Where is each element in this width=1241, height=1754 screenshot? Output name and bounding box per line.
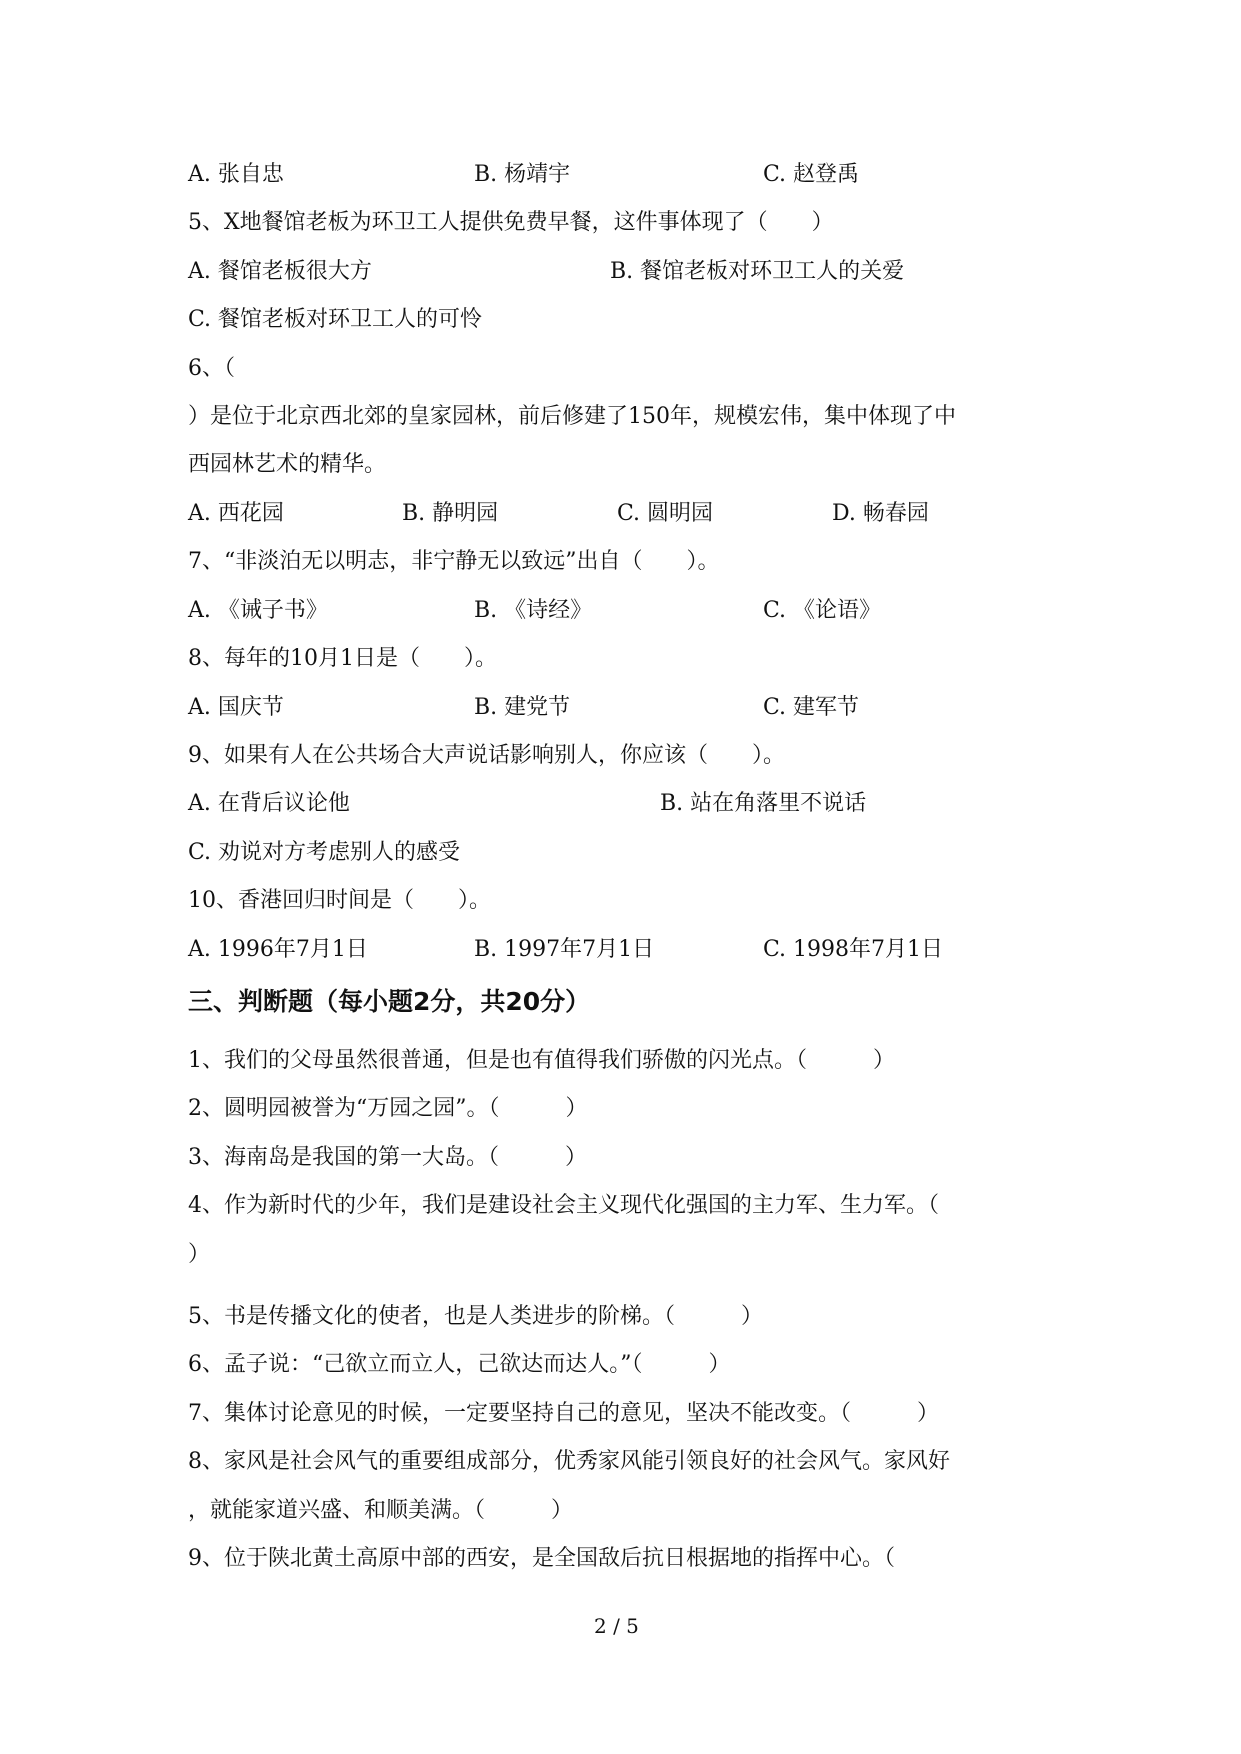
q5-option-b: B. 餐馆老板对环卫工人的关爱	[610, 259, 905, 284]
q8-option-a: A. 国庆节	[188, 695, 284, 720]
q10-stem: 10、香港回归时间是（ ）。	[188, 888, 491, 913]
q6-option-d: D. 畅春园	[832, 501, 929, 526]
tf-item-5: 5、书是传播文化的使者，也是人类进步的阶梯。（ ）	[188, 1304, 763, 1329]
tf-item-6: 6、孟子说：“己欲立而立人，己欲达而达人。”（ ）	[188, 1352, 731, 1377]
q7-option-c: C. 《论语》	[763, 598, 882, 623]
q7-option-a: A. 《诫子书》	[188, 598, 328, 623]
q7-stem: 7、“非淡泊无以明志，非宁静无以致远”出自（ ）。	[188, 549, 720, 574]
tf-item-3: 3、海南岛是我国的第一大岛。（ ）	[188, 1145, 587, 1170]
q10-option-c: C. 1998年7月1日	[763, 937, 944, 962]
tf-item-8-line-1: 8、家风是社会风气的重要组成部分，优秀家风能引领良好的社会风气。家风好	[188, 1449, 950, 1474]
page-number: 2 / 5	[594, 1614, 639, 1638]
q4-option-a: A. 张自忠	[188, 162, 284, 187]
q10-option-a: A. 1996年7月1日	[188, 937, 368, 962]
tf-item-2: 2、圆明园被誉为“万园之园”。（ ）	[188, 1096, 588, 1121]
q5-option-c: C. 餐馆老板对环卫工人的可怜	[188, 307, 483, 332]
q5-option-a: A. 餐馆老板很大方	[188, 259, 372, 284]
q10-option-b: B. 1997年7月1日	[474, 937, 655, 962]
q9-option-b: B. 站在角落里不说话	[660, 791, 867, 816]
q7-option-b: B. 《诗经》	[474, 598, 593, 623]
q6-stem-line-1: 6、（	[188, 356, 235, 381]
q6-stem-line-2: ）是位于北京西北郊的皇家园林，前后修建了150年，规模宏伟，集中体现了中	[188, 404, 956, 429]
q6-stem-line-3: 西园林艺术的精华。	[188, 452, 387, 477]
q6-option-c: C. 圆明园	[617, 501, 714, 526]
q5-stem: 5、X地餐馆老板为环卫工人提供免费早餐，这件事体现了（ ）	[188, 210, 834, 235]
q4-option-c: C. 赵登禹	[763, 162, 860, 187]
tf-item-4-line-2: ）	[188, 1242, 211, 1267]
q9-option-c: C. 劝说对方考虑别人的感受	[188, 840, 461, 865]
tf-item-9: 9、位于陕北黄土高原中部的西安，是全国敌后抗日根据地的指挥中心。（	[188, 1546, 895, 1571]
q9-option-a: A. 在背后议论他	[188, 791, 350, 816]
tf-item-7: 7、集体讨论意见的时候，一定要坚持自己的意见，坚决不能改变。（ ）	[188, 1401, 939, 1426]
q4-option-b: B. 杨靖宇	[474, 162, 571, 187]
section-heading-true-false: 三、判断题（每小题2分，共20分）	[188, 987, 591, 1016]
tf-item-4-line-1: 4、作为新时代的少年，我们是建设社会主义现代化强国的主力军、生力军。（	[188, 1193, 939, 1218]
q6-option-b: B. 静明园	[402, 501, 499, 526]
tf-item-8-line-2: ，就能家道兴盛、和顺美满。（ ）	[188, 1498, 574, 1523]
q8-option-c: C. 建军节	[763, 695, 860, 720]
tf-item-1: 1、我们的父母虽然很普通，但是也有值得我们骄傲的闪光点。（ ）	[188, 1048, 895, 1073]
q8-option-b: B. 建党节	[474, 695, 571, 720]
q6-option-a: A. 西花园	[188, 501, 284, 526]
q9-stem: 9、如果有人在公共场合大声说话影响别人，你应该（ ）。	[188, 743, 785, 768]
q8-stem: 8、每年的10月1日是（ ）。	[188, 646, 497, 671]
